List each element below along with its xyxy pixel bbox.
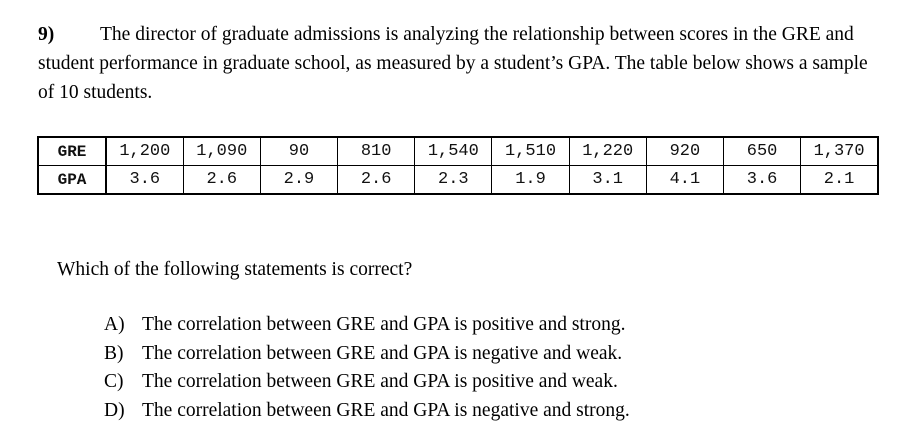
table-cell: 650 [724, 137, 801, 166]
option-letter: D) [104, 399, 125, 421]
table-row-gre [38, 137, 878, 166]
option-letter: C) [104, 371, 124, 392]
table-cell: 2.1 [801, 166, 878, 195]
question-stem [38, 20, 888, 107]
answer-option-a [104, 311, 630, 340]
gre-gpa-table [37, 136, 879, 195]
option-text: The correlation between GRE and GPA is negative and weak. [142, 342, 623, 364]
table-cell: 1,370 [801, 137, 878, 166]
table-cell: 3.6 [724, 166, 801, 195]
table-cell: 2.6 [338, 166, 415, 195]
table-cell: 1.9 [492, 166, 569, 195]
table-cell: 2.6 [183, 166, 260, 195]
answer-option-d [104, 397, 630, 426]
answer-option-b [104, 340, 630, 369]
answer-option-c [104, 368, 630, 397]
table-cell: 1,090 [183, 137, 260, 166]
table-row-gpa [38, 166, 878, 195]
table-cell: 90 [260, 137, 337, 166]
option-text: The correlation between GRE and GPA is negative and strong. [142, 399, 630, 421]
answer-options [104, 311, 630, 425]
row-header-gpa: GPA [38, 166, 106, 195]
question-prompt: Which of the following statements is correct? [57, 259, 413, 280]
table-cell: 2.9 [260, 166, 337, 195]
row-header-gre: GRE [38, 137, 106, 166]
option-text: The correlation between GRE and GPA is positive and strong. [142, 314, 626, 335]
table-cell: 1,200 [106, 137, 183, 166]
table-cell: 1,220 [569, 137, 646, 166]
table-cell: 4.1 [646, 166, 723, 195]
option-letter: A) [104, 314, 125, 335]
table-cell: 1,510 [492, 137, 569, 166]
table-cell: 2.3 [415, 166, 492, 195]
option-letter: B) [104, 342, 124, 364]
table-cell: 1,540 [415, 137, 492, 166]
table-cell: 3.6 [106, 166, 183, 195]
table-cell: 3.1 [569, 166, 646, 195]
question-number: 9) [38, 24, 55, 45]
table-cell: 920 [646, 137, 723, 166]
option-text: The correlation between GRE and GPA is positive and weak. [142, 371, 618, 392]
table-cell: 810 [338, 137, 415, 166]
question-intro-text: The director of graduate admissions is analyzing the relationship between scores in the GRE and student performance in graduate school, as measured by a student’s GPA. The table below shows a sample of 10 students. [38, 24, 868, 103]
